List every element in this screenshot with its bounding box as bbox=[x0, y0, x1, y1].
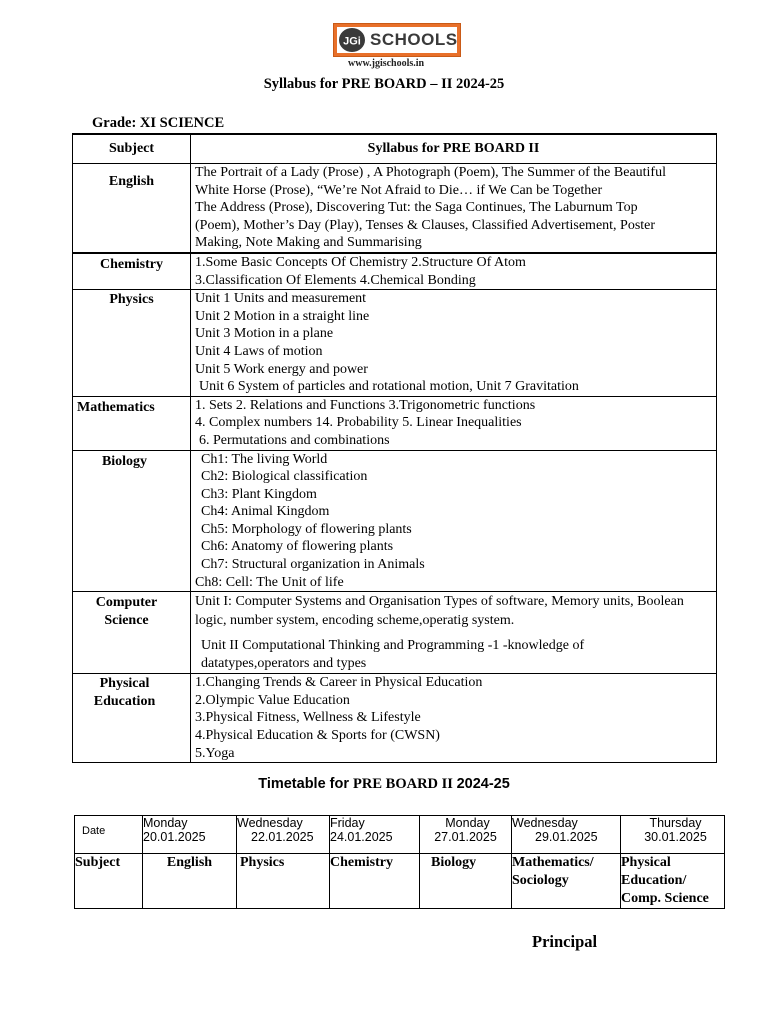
syllabus-row-chemistry bbox=[73, 253, 717, 290]
syllabus-row-computer-science bbox=[73, 592, 717, 674]
syllabus-row-english bbox=[73, 164, 717, 253]
subject-physics bbox=[73, 290, 191, 397]
syllabus-line: (Poem), Mother’s Day (Play), Tenses & Clauses, Classified Advertisement, Poster bbox=[195, 217, 656, 233]
date-cell bbox=[420, 816, 512, 854]
subject-mathematics bbox=[73, 396, 191, 450]
svg-text:JGi: JGi bbox=[343, 35, 361, 48]
syllabus-line: 2.Olympic Value Education bbox=[195, 692, 350, 708]
subject-cell bbox=[143, 854, 237, 909]
timetable-title bbox=[0, 776, 768, 793]
syllabus-line: Ch3: Plant Kingdom bbox=[201, 486, 317, 502]
subject-cell bbox=[330, 854, 420, 909]
exam-subject: Biology bbox=[431, 855, 477, 870]
syllabus-line: Unit 5 Work energy and power bbox=[195, 361, 368, 377]
syllabus-row-physics bbox=[73, 290, 717, 397]
subject-label: English bbox=[108, 174, 155, 189]
date-value: 29.01.2025 bbox=[535, 830, 598, 844]
page-title: Syllabus for PRE BOARD – II 2024-25 bbox=[263, 76, 505, 92]
syllabus-column-header: Syllabus for PRE BOARD II bbox=[191, 134, 717, 164]
timetable-subject-row bbox=[75, 854, 725, 909]
syllabus-line: Ch8: Cell: The Unit of life bbox=[195, 574, 344, 590]
day-name: Monday bbox=[143, 816, 188, 830]
grade-label: Grade: XI SCIENCE bbox=[92, 115, 225, 131]
syllabus-computer-science bbox=[191, 592, 717, 674]
syllabus-line: Ch6: Anatomy of flowering plants bbox=[201, 539, 394, 555]
syllabus-paragraph: Unit I: Computer Systems and Organisation Types of software, Memory units, Boolean logic, number system, encoding scheme,operatig system. bbox=[195, 594, 684, 629]
syllabus-line: The Portrait of a Lady (Prose) , A Photograph (Poem), The Summer of the Beautiful bbox=[195, 165, 666, 180]
syllabus-line: datatypes,operators and types bbox=[201, 656, 367, 672]
syllabus-line: Making, Note Making and Summarising bbox=[195, 235, 422, 251]
principal-signature-label: Principal bbox=[532, 932, 598, 951]
syllabus-physics bbox=[191, 290, 717, 397]
date-value: 24.01.2025 bbox=[330, 830, 393, 844]
date-cell bbox=[621, 816, 725, 854]
syllabus-line: Ch7: Structural organization in Animals bbox=[201, 557, 425, 573]
syllabus-line: 5.Yoga bbox=[195, 745, 235, 761]
syllabus-line: Ch4: Animal Kingdom bbox=[201, 504, 330, 520]
exam-subject: Sociology bbox=[512, 873, 569, 888]
syllabus-mathematics bbox=[191, 396, 717, 450]
date-cell bbox=[330, 816, 420, 854]
subject-label: Science bbox=[104, 612, 149, 628]
day-name: Friday bbox=[330, 816, 365, 830]
syllabus-line: 4. Complex numbers 14. Probability 5. Linear Inequalities bbox=[195, 415, 522, 431]
syllabus-line: Unit 4 Laws of motion bbox=[195, 343, 323, 359]
syllabus-header-row bbox=[73, 134, 717, 164]
exam-subject: Chemistry bbox=[330, 855, 393, 870]
syllabus-row-physical-education bbox=[73, 674, 717, 763]
exam-subject: Physics bbox=[240, 855, 285, 870]
syllabus-physical-education bbox=[191, 674, 717, 763]
syllabus-line: 6. Permutations and combinations bbox=[199, 432, 390, 448]
syllabus-line: 1. Sets 2. Relations and Functions 3.Trigonometric functions bbox=[195, 397, 536, 413]
date-cell bbox=[143, 816, 237, 854]
subject-label-cell bbox=[75, 854, 143, 909]
subject-cell bbox=[512, 854, 621, 909]
syllabus-english bbox=[191, 164, 717, 253]
website-url: www.jgischools.in bbox=[348, 58, 425, 69]
syllabus-line: Unit 3 Motion in a plane bbox=[195, 326, 334, 342]
subject-physical-education bbox=[73, 674, 191, 763]
timetable-title-exam: PRE BOARD II bbox=[353, 776, 457, 792]
date-label: Date bbox=[82, 825, 106, 837]
syllabus-line: 4.Physical Education & Sports for (CWSN) bbox=[195, 728, 440, 744]
timetable-date-row bbox=[75, 816, 725, 854]
subject-column-header: Subject bbox=[73, 134, 191, 164]
day-name: Monday bbox=[445, 816, 490, 830]
date-cell bbox=[512, 816, 621, 854]
syllabus-row-biology bbox=[73, 450, 717, 592]
syllabus-line: Unit II Computational Thinking and Programming -1 -knowledge of bbox=[201, 638, 585, 654]
syllabus-line: 3.Classification Of Elements 4.Chemical Bonding bbox=[195, 272, 476, 288]
syllabus-line: The Address (Prose), Discovering Tut: the Saga Continues, The Laburnum Top bbox=[195, 200, 638, 216]
subject-label: Chemistry bbox=[100, 256, 163, 272]
exam-subject: Mathematics/ bbox=[512, 855, 594, 870]
subject-label: Physics bbox=[109, 292, 154, 308]
exam-subject: Education/ bbox=[621, 873, 687, 888]
syllabus-line: Ch5: Morphology of flowering plants bbox=[201, 521, 412, 537]
day-name: Thursday bbox=[649, 816, 702, 830]
exam-subject: Physical bbox=[621, 855, 671, 870]
date-value: 20.01.2025 bbox=[143, 830, 206, 844]
timetable-title-year: 2024-25 bbox=[456, 776, 510, 792]
date-cell bbox=[237, 816, 330, 854]
syllabus-line: Ch1: The living World bbox=[201, 451, 328, 467]
syllabus-line: Unit 2 Motion in a straight line bbox=[195, 308, 370, 324]
syllabus-table bbox=[72, 133, 717, 763]
subject-cell bbox=[237, 854, 330, 909]
timetable-table bbox=[74, 815, 725, 909]
subject-label: Education bbox=[93, 693, 156, 709]
subject-row-label: Subject bbox=[75, 855, 121, 870]
date-value: 30.01.2025 bbox=[644, 830, 707, 844]
syllabus-chemistry bbox=[191, 253, 717, 290]
subject-cell bbox=[621, 854, 725, 909]
subject-label: Physical bbox=[99, 676, 150, 692]
syllabus-line: Ch2: Biological classification bbox=[201, 469, 368, 485]
logo-badge-icon bbox=[338, 27, 366, 53]
exam-subject: English bbox=[166, 855, 213, 870]
date-label-cell bbox=[75, 816, 143, 854]
subject-cell bbox=[420, 854, 512, 909]
date-value: 27.01.2025 bbox=[434, 830, 497, 844]
syllabus-row-mathematics bbox=[73, 396, 717, 450]
subject-english bbox=[73, 164, 191, 253]
syllabus-line: White Horse (Prose), “We’re Not Afraid to Die… if We Can be Together bbox=[195, 182, 603, 198]
subject-label: Biology bbox=[101, 453, 148, 469]
syllabus-line: 1.Changing Trends & Career in Physical Education bbox=[195, 675, 483, 691]
syllabus-line: Unit 1 Units and measurement bbox=[195, 291, 367, 307]
exam-subject: Comp. Science bbox=[621, 891, 709, 906]
day-name: Wednesday bbox=[512, 816, 578, 830]
subject-chemistry bbox=[73, 253, 191, 290]
syllabus-line: 3.Physical Fitness, Wellness & Lifestyle bbox=[195, 710, 421, 726]
subject-label: Computer bbox=[95, 595, 158, 611]
syllabus-line: Unit 6 System of particles and rotational motion, Unit 7 Gravitation bbox=[199, 379, 579, 395]
subject-computer-science bbox=[73, 592, 191, 674]
subject-biology bbox=[73, 450, 191, 592]
logo-text: SCHOOLS bbox=[370, 30, 458, 49]
day-name: Wednesday bbox=[237, 816, 303, 830]
subject-label: Mathematics bbox=[77, 399, 155, 415]
school-logo bbox=[333, 23, 461, 57]
syllabus-line: 1.Some Basic Concepts Of Chemistry 2.Structure Of Atom bbox=[195, 254, 526, 270]
syllabus-biology bbox=[191, 450, 717, 592]
date-value: 22.01.2025 bbox=[251, 830, 314, 844]
timetable-title-prefix: Timetable for bbox=[258, 776, 354, 792]
